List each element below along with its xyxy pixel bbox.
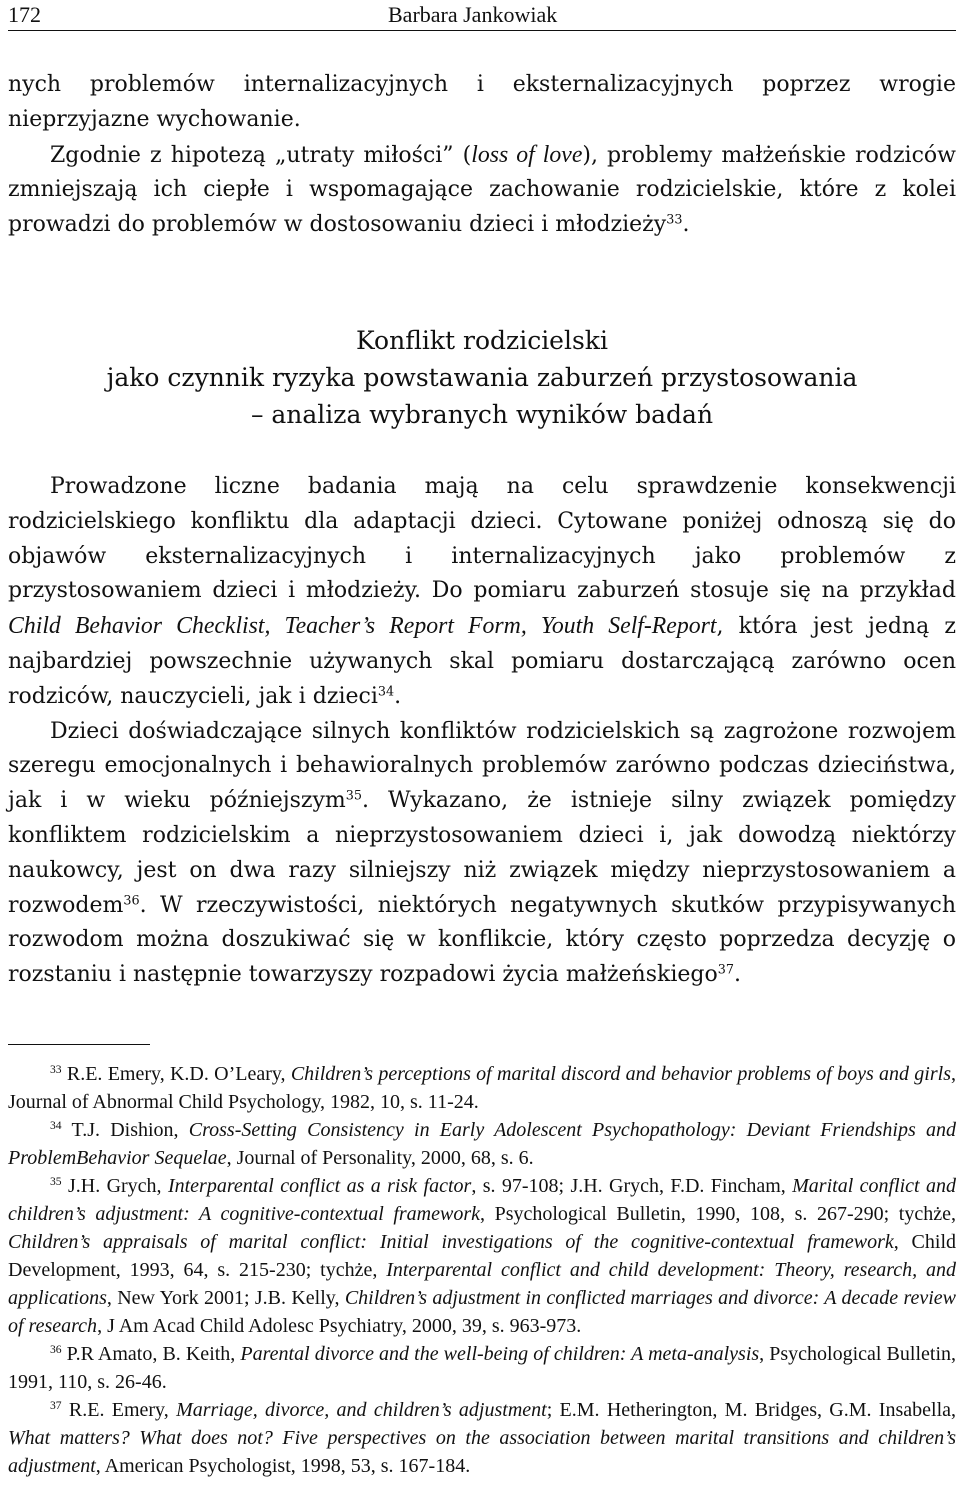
section-text — [8, 470, 956, 993]
page-number: 172 — [8, 2, 41, 27]
footnotes — [8, 1060, 956, 1480]
footnote-34: $^{34}$ T.J. Dishion, Cross-Setting Consistency in Early Adolescent Psychopathology: Deviant Friendships and ProblemBehavior Sequelae, Journal of Personality, 2000, 68, s. 6. — [8, 1119, 956, 1169]
footnote-ref[interactable]: 35 — [345, 788, 363, 804]
footnote-33: $^{33}$ R.E. Emery, K.D. O’Leary, Children’s perceptions of marital discord and behavior problems of boys and girls, Journal of Abnormal Child Psychology, 1982, 10, s. 11-24. — [8, 1063, 956, 1113]
running-header — [8, 0, 956, 31]
paragraph-research: Prowadzone liczne badania mają na celu sprawdzenie konsekwencji rodzicielskiego konfliktu dla adaptacji dzieci. Cytowane poniżej odnoszą się do objawów eksternalizacyjnych i internalizacyjnych jako problemów z przystosowaniem dzieci i młodzieży. Do pomiaru zaburzeń stosuje się na przykład Child Behavior Checklist, Teacher’s Report Form, Youth Self-Report, która jest jedną z najbardziej powszechnie używanych skal pomiaru dostarczającą zarówno ocen rodziców, nauczycieli, jak i dzieci$^{34}$. — [8, 474, 956, 709]
running-head-author: Barbara Jankowiak — [388, 2, 558, 27]
paragraph-loss-of-love: Zgodnie z hipotezą „utraty miłości” (loss of love), problemy małżeńskie rodziców zmniejszają ich ciepłe i wspomagające zachowanie rodzicielskie, które z kolei prowadzi do problemów w dostosowaniu dzieci i młodzieży$^{33}$. — [8, 141, 956, 238]
footnote-ref[interactable]: 37 — [717, 962, 734, 978]
heading-line: jako czynnik ryzyka powstawania zaburzeń przystosowania — [106, 363, 858, 392]
footnote-ref[interactable]: 36 — [123, 892, 140, 908]
paragraph-continuation: nych problemów internalizacyjnych i eksternalizacyjnych poprzez wrogie nieprzyjazne wychowanie. — [8, 72, 956, 132]
footnote-ref[interactable]: 33 — [666, 212, 683, 228]
footnote-35: $^{35}$ J.H. Grych, Interparental conflict as a risk factor, s. 97-108; J.H. Grych, F.D. Fincham, Marital conflict and children’s adjustment: A cognitive-contextual framework, Psychological Bulletin, 1990, 108, s. 267-290; tychże, Children’s appraisals of marital conflict: Initial investigations of the cognitive-contextual framework, Child Development, 1993, 64, s. 215-230; tychże, Interparental conflict and child development: Theory, research, and applications, New York 2001; J.B. Kelly, Children’s adjustment in conflicted marriages and divorce: A decade review of research, J Am Acad Child Adolesc Psychiatry, 2000, 39, s. 963-973. — [8, 1175, 957, 1337]
footnote-37: $^{37}$ R.E. Emery, Marriage, divorce, and children’s adjustment; E.M. Hetherington, M. Bridges, G.M. Insabella, What matters? What does not? Five perspectives on the association between marital transitions and children’s adjustment, American Psychologist, 1998, 53, s. 167-184. — [8, 1399, 956, 1477]
intro-text — [8, 68, 956, 243]
heading-line: – analiza wybranych wyników badań — [250, 400, 714, 429]
section-heading — [8, 322, 956, 433]
heading-line: Konflikt rodzicielski — [356, 326, 608, 355]
paragraph-conflict: Dzieci doświadczające silnych konfliktów rodzicielskich są zagrożone rozwojem szeregu emocjonalnych i behawioralnych problemów zarówno podczas dzieciństwa, jak i w wieku późniejszym$^{35}$. Wykazano, że istnieje silny związek pomiędzy konfliktem rodzicielskim a nieprzystosowaniem dzieci i, jak dowodzą niektórzy naukowcy, jest on dwa razy silniejszy niż związek między nieprzystosowaniem a rozwodem$^{36}$. W rzeczywistości, niektórych negatywnych skutków przypisywanych rozwodom można doszukiwać się w konflikcie, który często poprzedza decyzję o rozstaniu i następnie towarzyszy rozpadowi życia małżeńskiego$^{37}$. — [8, 718, 956, 988]
footnote-36: $^{36}$ P.R Amato, B. Keith, Parental divorce and the well-being of children: A meta-analysis, Psychological Bulletin, 1991, 110, s. 26-46. — [8, 1343, 957, 1393]
footnote-ref[interactable]: 34 — [377, 684, 395, 700]
footnote-separator — [8, 1044, 150, 1045]
